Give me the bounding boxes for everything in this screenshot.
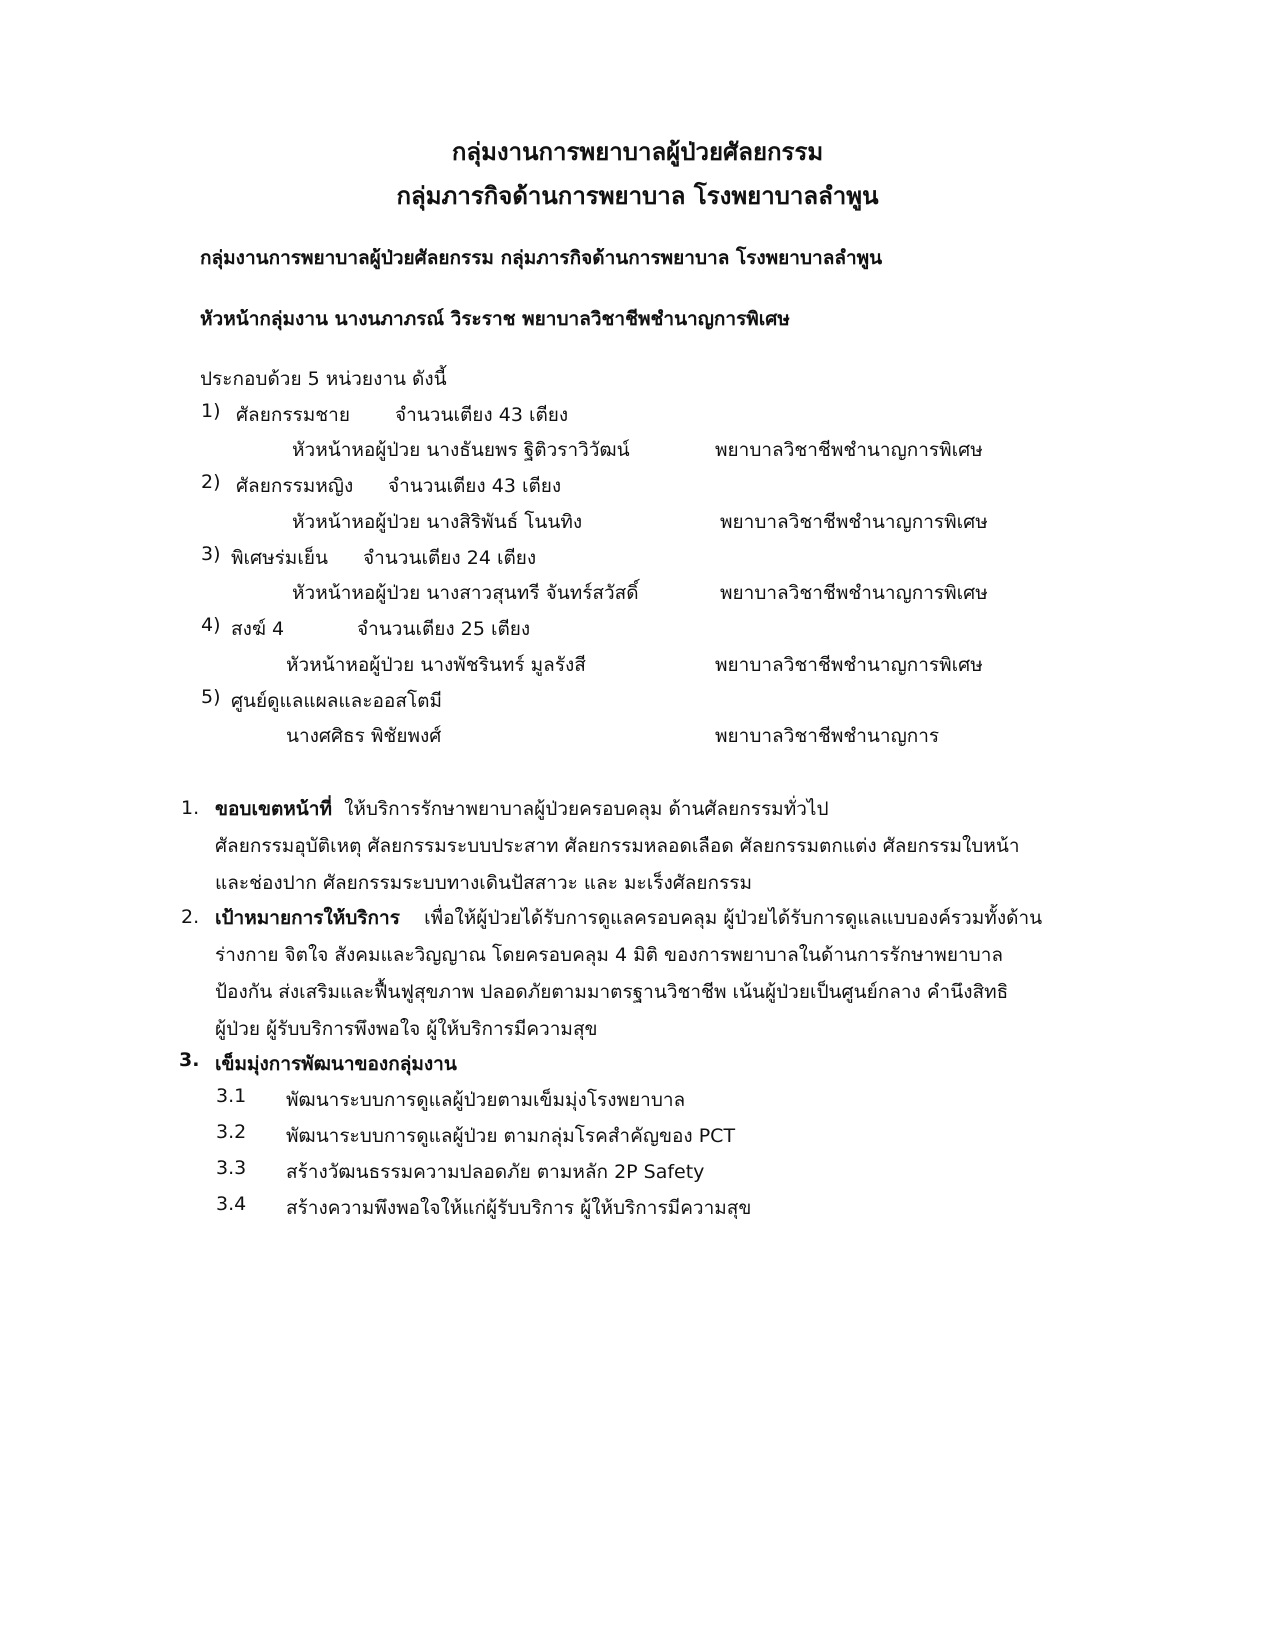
section-text-line: ผู้ป่วย ผู้รับบริการพึงพอใจ ผู้ให้บริการมีความสุข	[215, 1018, 598, 1040]
unit-head-position: พยาบาลวิชาชีพชำนาญการ	[715, 725, 940, 747]
direction-item-text: สร้างความพึงพอใจให้แก่ผู้รับบริการ ผู้ให้บริการมีความสุข	[286, 1197, 752, 1219]
unit-name: ศูนย์ดูแลแผลและออสโตมี	[231, 690, 443, 712]
section-number: 3.	[179, 1049, 200, 1071]
unit-number: 5)	[201, 686, 221, 708]
unit-head: นางศศิธร พิชัยพงศ์	[286, 725, 442, 747]
unit-head: หัวหน้าหอผู้ป่วย นางสาวสุนทรี จันทร์สวัสดิ์	[292, 582, 639, 604]
unit-beds: จำนวนเตียง 24 เตียง	[363, 547, 537, 569]
unit-head: หัวหน้าหอผู้ป่วย นางพัชรินทร์ มูลรังสี	[286, 654, 586, 676]
unit-beds: จำนวนเตียง 43 เตียง	[395, 404, 569, 426]
section-number: 2.	[181, 906, 200, 928]
unit-beds: จำนวนเตียง 25 เตียง	[357, 618, 531, 640]
department-head: หัวหน้ากลุ่มงาน นางนภาภรณ์ วิระราช พยาบาลวิชาชีพชำนาญการพิเศษ	[200, 308, 790, 330]
direction-item-number: 3.2	[216, 1121, 247, 1143]
unit-head-position: พยาบาลวิชาชีพชำนาญการพิเศษ	[715, 654, 983, 676]
org-heading: กลุ่มงานการพยาบาลผู้ป่วยศัลยกรรม กลุ่มภารกิจด้านการพยาบาล โรงพยาบาลลำพูน	[200, 247, 883, 269]
page-title-line-1: กลุ่มงานการพยาบาลผู้ป่วยศัลยกรรม	[451, 138, 824, 166]
unit-number: 4)	[201, 614, 221, 636]
unit-head-position: พยาบาลวิชาชีพชำนาญการพิเศษ	[720, 511, 988, 533]
section-text-line: ร่างกาย จิตใจ สังคมและวิญญาณ โดยครอบคลุม 4 มิติ ของการพยาบาลในด้านการรักษาพยาบาล	[215, 944, 1004, 966]
direction-item-text: สร้างวัฒนธรรมความปลอดภัย ตามหลัก 2P Safety	[286, 1161, 705, 1183]
unit-name: สงฆ์ 4	[231, 618, 285, 640]
section-text-line: ให้บริการรักษาพยาบาลผู้ป่วยครอบคลุม ด้านศัลยกรรมทั่วไป	[344, 798, 829, 820]
unit-head-position: พยาบาลวิชาชีพชำนาญการพิเศษ	[720, 582, 988, 604]
section-label: เข็มมุ่งการพัฒนาของกลุ่มงาน	[215, 1053, 457, 1075]
page-title-line-2: กลุ่มภารกิจด้านการพยาบาล โรงพยาบาลลำพูน	[396, 182, 879, 210]
section-number: 1.	[181, 797, 200, 819]
section-text-line: เพื่อให้ผู้ป่วยได้รับการดูแลครอบคลุม ผู้ป่วยได้รับการดูแลแบบองค์รวมทั้งด้าน	[424, 907, 1043, 929]
section-text-line: ศัลยกรรมอุบัติเหตุ ศัลยกรรมระบบประสาท ศัลยกรรมหลอดเลือด ศัลยกรรมตกแต่ง ศัลยกรรมใบหน้า	[215, 835, 1020, 857]
unit-name: ศัลยกรรมหญิง	[236, 475, 354, 497]
unit-beds: จำนวนเตียง 43 เตียง	[388, 475, 562, 497]
section-text-line: ป้องกัน ส่งเสริมและฟื้นฟูสุขภาพ ปลอดภัยตามมาตรฐานวิชาชีพ เน้นผู้ป่วยเป็นศูนย์กลาง คำนึงสิทธิ	[215, 981, 1009, 1003]
section-label: เป้าหมายการให้บริการ	[215, 907, 400, 929]
unit-head: หัวหน้าหอผู้ป่วย นางธันยพร ฐิติวราวิวัฒน์	[292, 439, 630, 461]
section-label: ขอบเขตหน้าที่	[215, 798, 332, 820]
unit-number: 3)	[201, 543, 221, 565]
units-intro: ประกอบด้วย 5 หน่วยงาน ดังนี้	[200, 368, 447, 390]
unit-head-position: พยาบาลวิชาชีพชำนาญการพิเศษ	[715, 439, 983, 461]
section-text-line: และช่องปาก ศัลยกรรมระบบทางเดินปัสสาวะ และ มะเร็งศัลยกรรม	[215, 872, 753, 894]
unit-name: พิเศษร่มเย็น	[231, 547, 328, 569]
direction-item-number: 3.4	[216, 1193, 247, 1215]
unit-number: 1)	[201, 400, 221, 422]
direction-item-number: 3.1	[216, 1085, 247, 1107]
unit-name: ศัลยกรรมชาย	[236, 404, 350, 426]
unit-number: 2)	[201, 471, 221, 493]
unit-head: หัวหน้าหอผู้ป่วย นางสิริพันธ์ โนนทิง	[292, 511, 583, 533]
direction-item-number: 3.3	[216, 1157, 247, 1179]
direction-item-text: พัฒนาระบบการดูแลผู้ป่วย ตามกลุ่มโรคสำคัญของ PCT	[286, 1125, 736, 1147]
direction-item-text: พัฒนาระบบการดูแลผู้ป่วยตามเข็มมุ่งโรงพยาบาล	[286, 1089, 686, 1111]
